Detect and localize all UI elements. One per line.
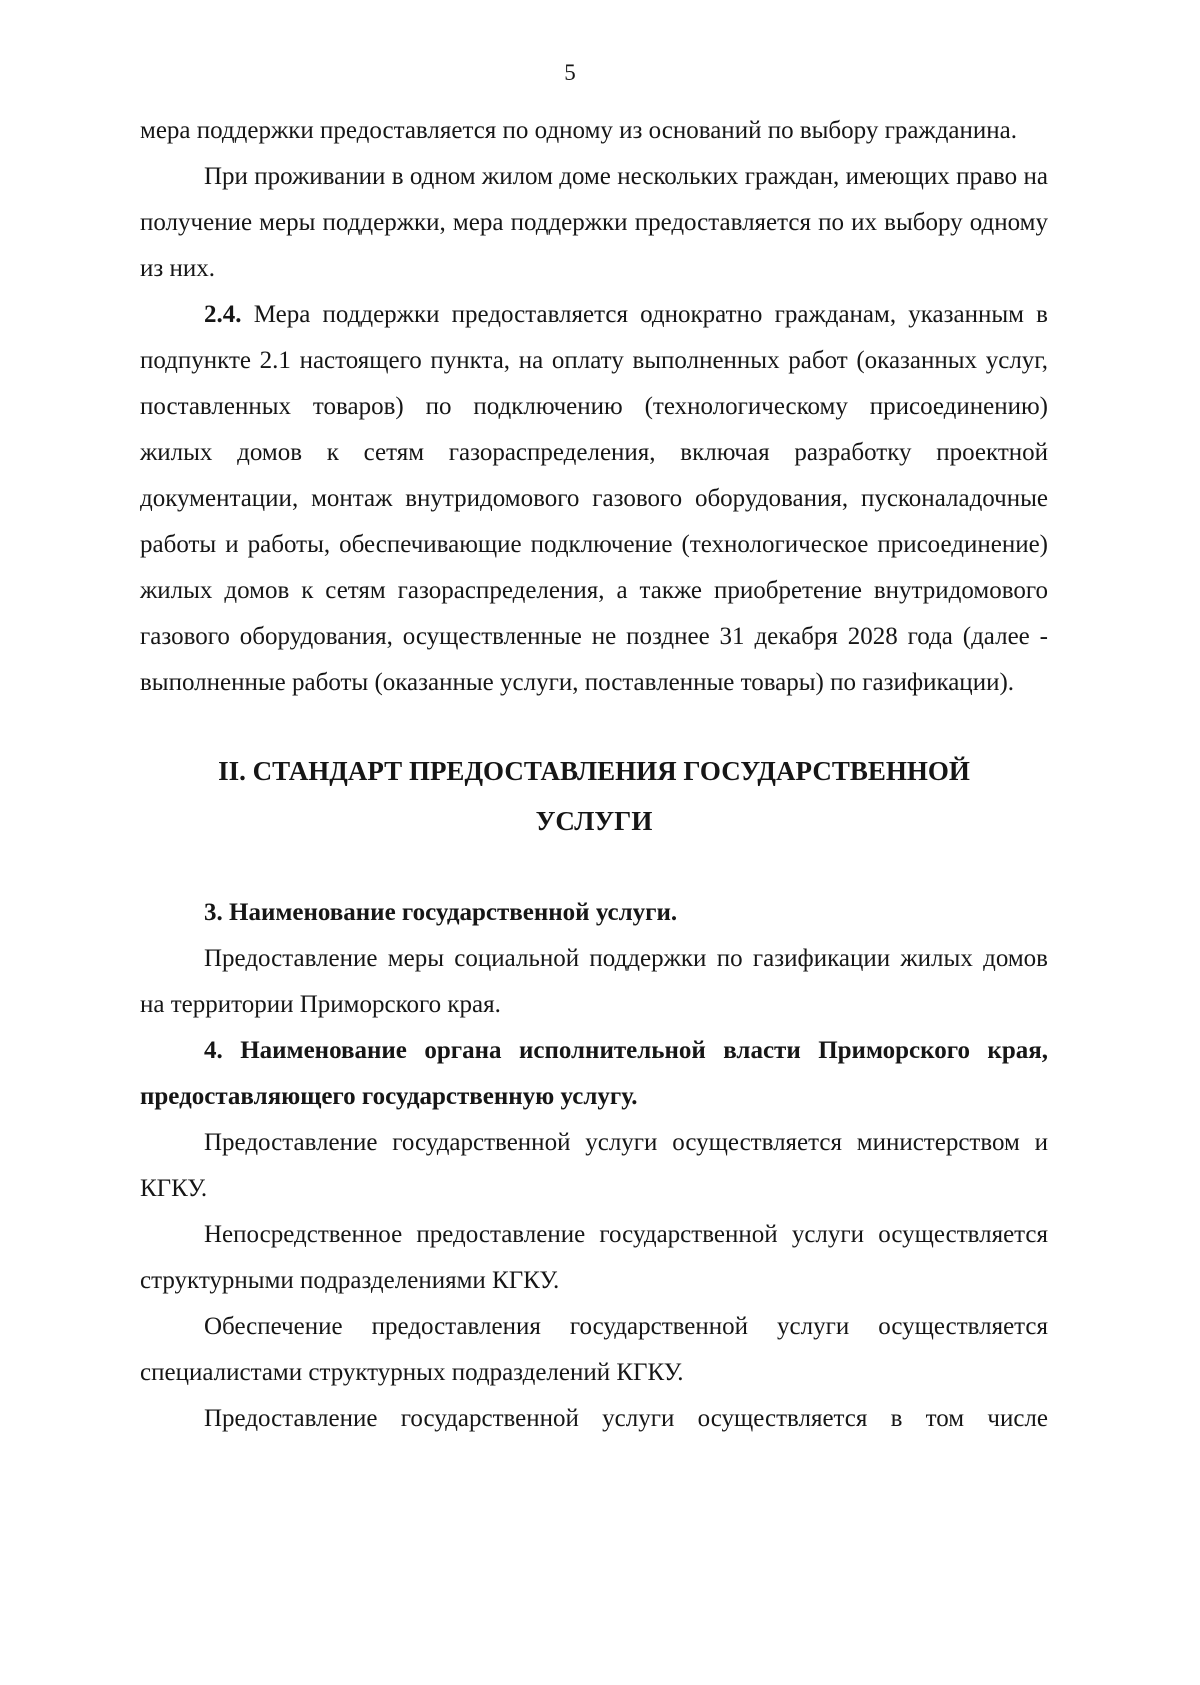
paragraph-2-4: [140, 292, 1048, 706]
section-title: [140, 746, 1048, 846]
heading-3: 3. Наименование государственной услуги.: [204, 899, 678, 926]
paragraph-continuation: мера поддержки предоставляется по одному из оснований по выбору гражданина.: [140, 117, 1017, 144]
paragraph-shared-house: При проживании в одном жилом доме нескольких граждан, имеющих право на получение меры поддержки, мера поддержки предоставляется по их выбору одному из них.: [140, 163, 1048, 282]
section-title-line-2: УСЛУГИ: [535, 806, 653, 836]
paragraph-service-name: Предоставление меры социальной поддержки по газификации жилых домов на территории Приморского края.: [140, 945, 1048, 1018]
paragraph-specialists: Обеспечение предоставления государственной услуги осуществляется специалистами структурных подразделений КГКУ.: [140, 1313, 1048, 1386]
document-body: [140, 108, 1048, 1442]
paragraph-ministry: Предоставление государственной услуги осуществляется министерством и КГКУ.: [140, 1129, 1048, 1202]
paragraph-text: Мера поддержки предоставляется однократно гражданам, указанным в подпункте 2.1 настоящего пункта, на оплату выполненных работ (оказанных услуг, поставленных товаров) по подключению (технологическому присоединению) жилых домов к сетям газораспределения, включая разработку проектной документации, монтаж внутридомового газового оборудования, пусконаладочные работы и работы, обеспечивающие подключение (технологическое присоединение) жилых домов к сетям газораспределения, а также приобретение внутридомового газового оборудования, осуществленные не позднее 31 декабря 2028 года (далее - выполненные работы (оказанные услуги, поставленные товары) по газификации).: [140, 301, 1048, 696]
section-title-line-1: II. СТАНДАРТ ПРЕДОСТАВЛЕНИЯ ГОСУДАРСТВЕННОЙ: [218, 756, 970, 786]
page-number: 5: [564, 60, 576, 85]
paragraph-last-line: Предоставление государственной услуги осуществляется в том числе: [204, 1405, 1048, 1432]
paragraph-direct-provision: Непосредственное предоставление государственной услуги осуществляется структурными подразделениями КГКУ.: [140, 1221, 1048, 1294]
paragraph-number: 2.4.: [204, 301, 242, 328]
heading-4: 4. Наименование органа исполнительной власти Приморского края, предоставляющего государственную услугу.: [140, 1037, 1048, 1110]
